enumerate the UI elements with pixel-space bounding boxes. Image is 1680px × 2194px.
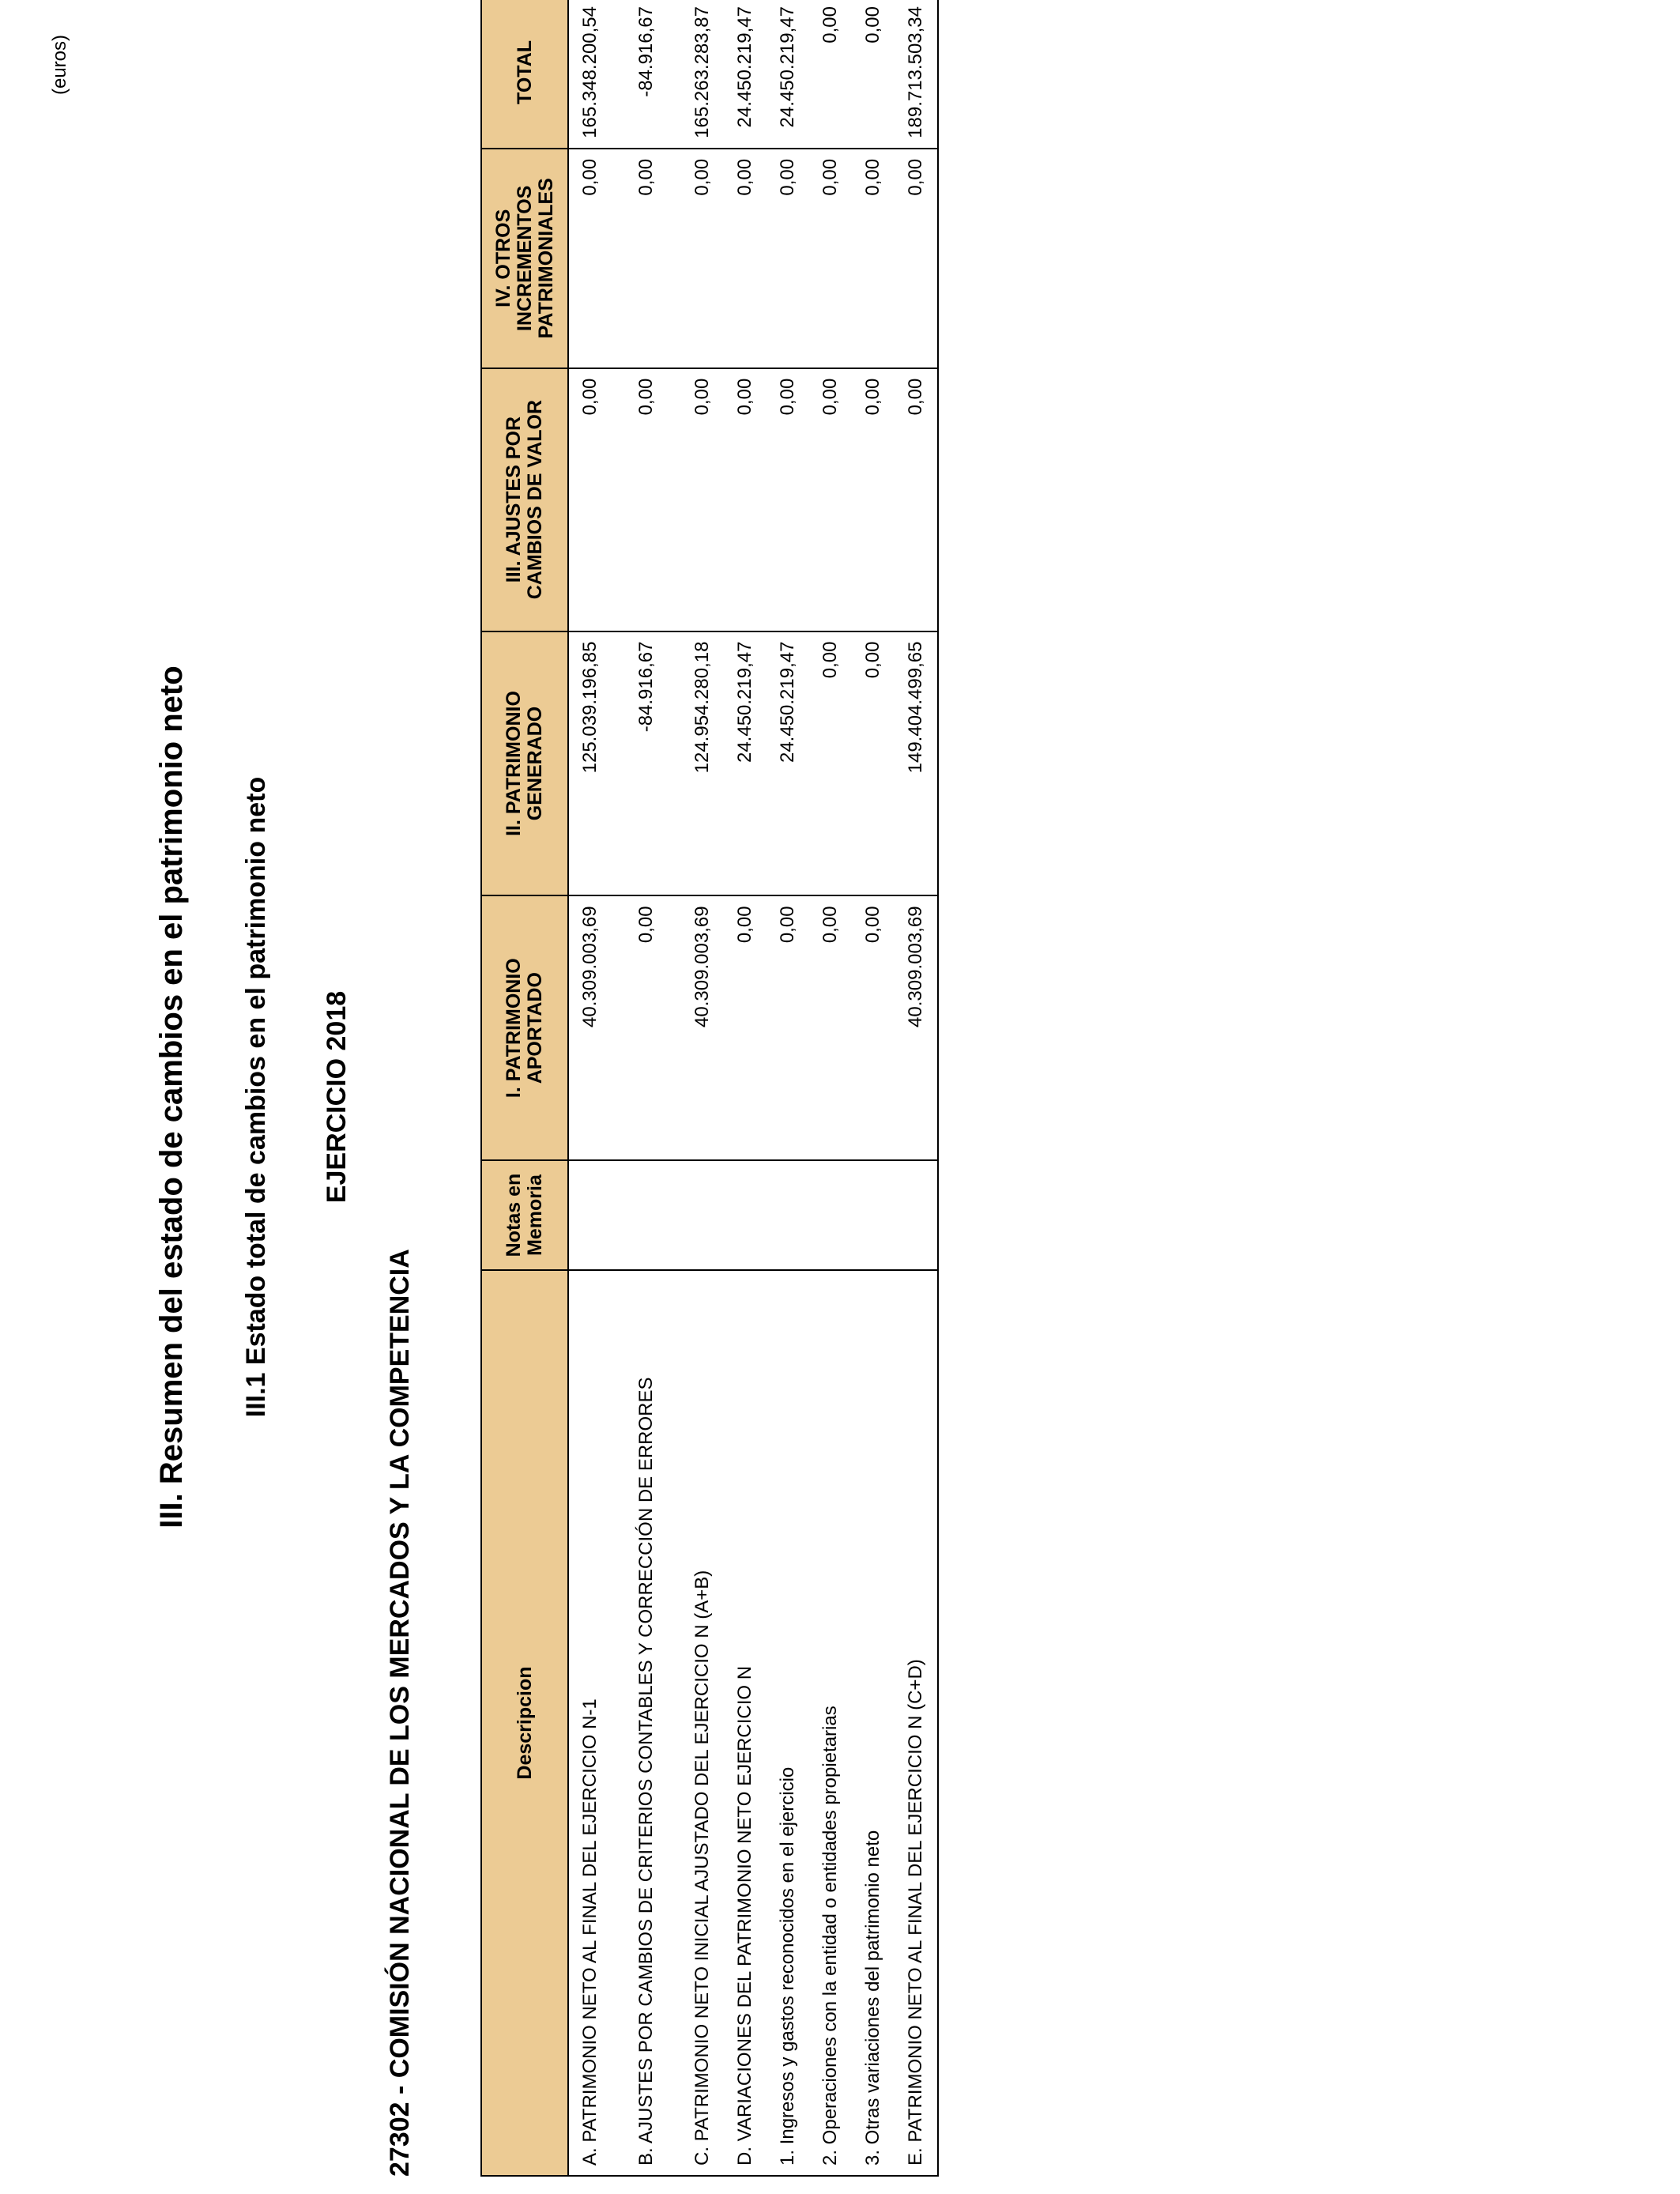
header-otros: IV. OTROS INCREMENTOS PATRIMONIALES: [481, 149, 568, 368]
row-otros: 0,00: [767, 149, 809, 368]
main-title: III. Resumen del estado de cambios en el patrimonio neto: [154, 665, 189, 1529]
row-notas: [568, 1160, 612, 1270]
row-generado: 125.039.196,85: [568, 631, 612, 896]
row-otros: 0,00: [612, 149, 681, 368]
row-aportado: 40.309.003,69: [895, 895, 938, 1159]
row-ajustes: 0,00: [568, 368, 612, 631]
unit-label: (euros): [49, 34, 70, 95]
row-aportado: 0,00: [612, 895, 681, 1159]
header-generado: II. PATRIMONIO GENERADO: [481, 631, 568, 896]
row-ajustes: 0,00: [681, 368, 724, 631]
row-total: 165.263.283,87: [681, 0, 724, 149]
table-row: [895, 0, 938, 2176]
row-notas: [724, 1160, 767, 1270]
row-notas: [852, 1160, 895, 1270]
row-total: 165.348.200,54: [568, 0, 612, 149]
row-generado: -84.916,67: [612, 631, 681, 896]
row-generado: 24.450.219,47: [724, 631, 767, 896]
table-row: [568, 0, 612, 2176]
row-notas: [809, 1160, 852, 1270]
row-total: 189.713.503,34: [895, 0, 938, 149]
equity-changes-table: [480, 0, 939, 2177]
table-row: [767, 0, 809, 2176]
row-otros: 0,00: [568, 149, 612, 368]
row-otros: 0,00: [852, 149, 895, 368]
row-otros: 0,00: [681, 149, 724, 368]
row-description: B. AJUSTES POR CAMBIOS DE CRITERIOS CONTABLES Y CORRECCIÓN DE ERRORES: [612, 1270, 681, 2176]
row-description: A. PATRIMONIO NETO AL FINAL DEL EJERCICIO N-1: [568, 1270, 612, 2176]
row-generado: 24.450.219,47: [767, 631, 809, 896]
row-aportado: 0,00: [852, 895, 895, 1159]
row-notas: [767, 1160, 809, 1270]
row-notas: [612, 1160, 681, 1270]
row-description: C. PATRIMONIO NETO INICIAL AJUSTADO DEL EJERCICIO N (A+B): [681, 1270, 724, 2176]
table-row: [852, 0, 895, 2176]
table-row: [809, 0, 852, 2176]
header-aportado: I. PATRIMONIO APORTADO: [481, 895, 568, 1159]
row-ajustes: 0,00: [612, 368, 681, 631]
row-aportado: 0,00: [809, 895, 852, 1159]
row-total: 0,00: [809, 0, 852, 149]
table-row: [612, 0, 681, 2176]
header-notas: Notas en Memoria: [481, 1160, 568, 1270]
row-description: 2. Operaciones con la entidad o entidades propietarias: [809, 1270, 852, 2176]
row-generado: 0,00: [852, 631, 895, 896]
row-otros: 0,00: [724, 149, 767, 368]
row-ajustes: 0,00: [767, 368, 809, 631]
row-description: D. VARIACIONES DEL PATRIMONIO NETO EJERCICIO N: [724, 1270, 767, 2176]
header-ajustes: III. AJUSTES POR CAMBIOS DE VALOR: [481, 368, 568, 631]
row-generado: 124.954.280,18: [681, 631, 724, 896]
table-header-row: [481, 0, 568, 2176]
row-otros: 0,00: [809, 149, 852, 368]
row-description: 1. Ingresos y gastos reconocidos en el ejercicio: [767, 1270, 809, 2176]
row-aportado: 0,00: [767, 895, 809, 1159]
row-total: -84.916,67: [612, 0, 681, 149]
row-aportado: 40.309.003,69: [568, 895, 612, 1159]
row-description: 3. Otras variaciones del patrimonio neto: [852, 1270, 895, 2176]
row-description: E. PATRIMONIO NETO AL FINAL DEL EJERCICIO N (C+D): [895, 1270, 938, 2176]
row-aportado: 0,00: [724, 895, 767, 1159]
row-ajustes: 0,00: [724, 368, 767, 631]
row-aportado: 40.309.003,69: [681, 895, 724, 1159]
sub-title: III.1 Estado total de cambios en el patrimonio neto: [241, 776, 271, 1418]
table-row: [681, 0, 724, 2176]
row-ajustes: 0,00: [852, 368, 895, 631]
row-total: 24.450.219,47: [767, 0, 809, 149]
header-total: TOTAL: [481, 0, 568, 149]
entity-name: 27302 - COMISIÓN NACIONAL DE LOS MERCADOS Y LA COMPETENCIA: [385, 1249, 415, 2177]
row-total: 24.450.219,47: [724, 0, 767, 149]
row-total: 0,00: [852, 0, 895, 149]
row-notas: [895, 1160, 938, 1270]
row-otros: 0,00: [895, 149, 938, 368]
row-notas: [681, 1160, 724, 1270]
row-generado: 149.404.499,65: [895, 631, 938, 896]
table-row: [724, 0, 767, 2176]
period-title: EJERCICIO 2018: [322, 990, 352, 1204]
row-ajustes: 0,00: [895, 368, 938, 631]
row-generado: 0,00: [809, 631, 852, 896]
header-descripcion: Descripcion: [481, 1270, 568, 2176]
row-ajustes: 0,00: [809, 368, 852, 631]
